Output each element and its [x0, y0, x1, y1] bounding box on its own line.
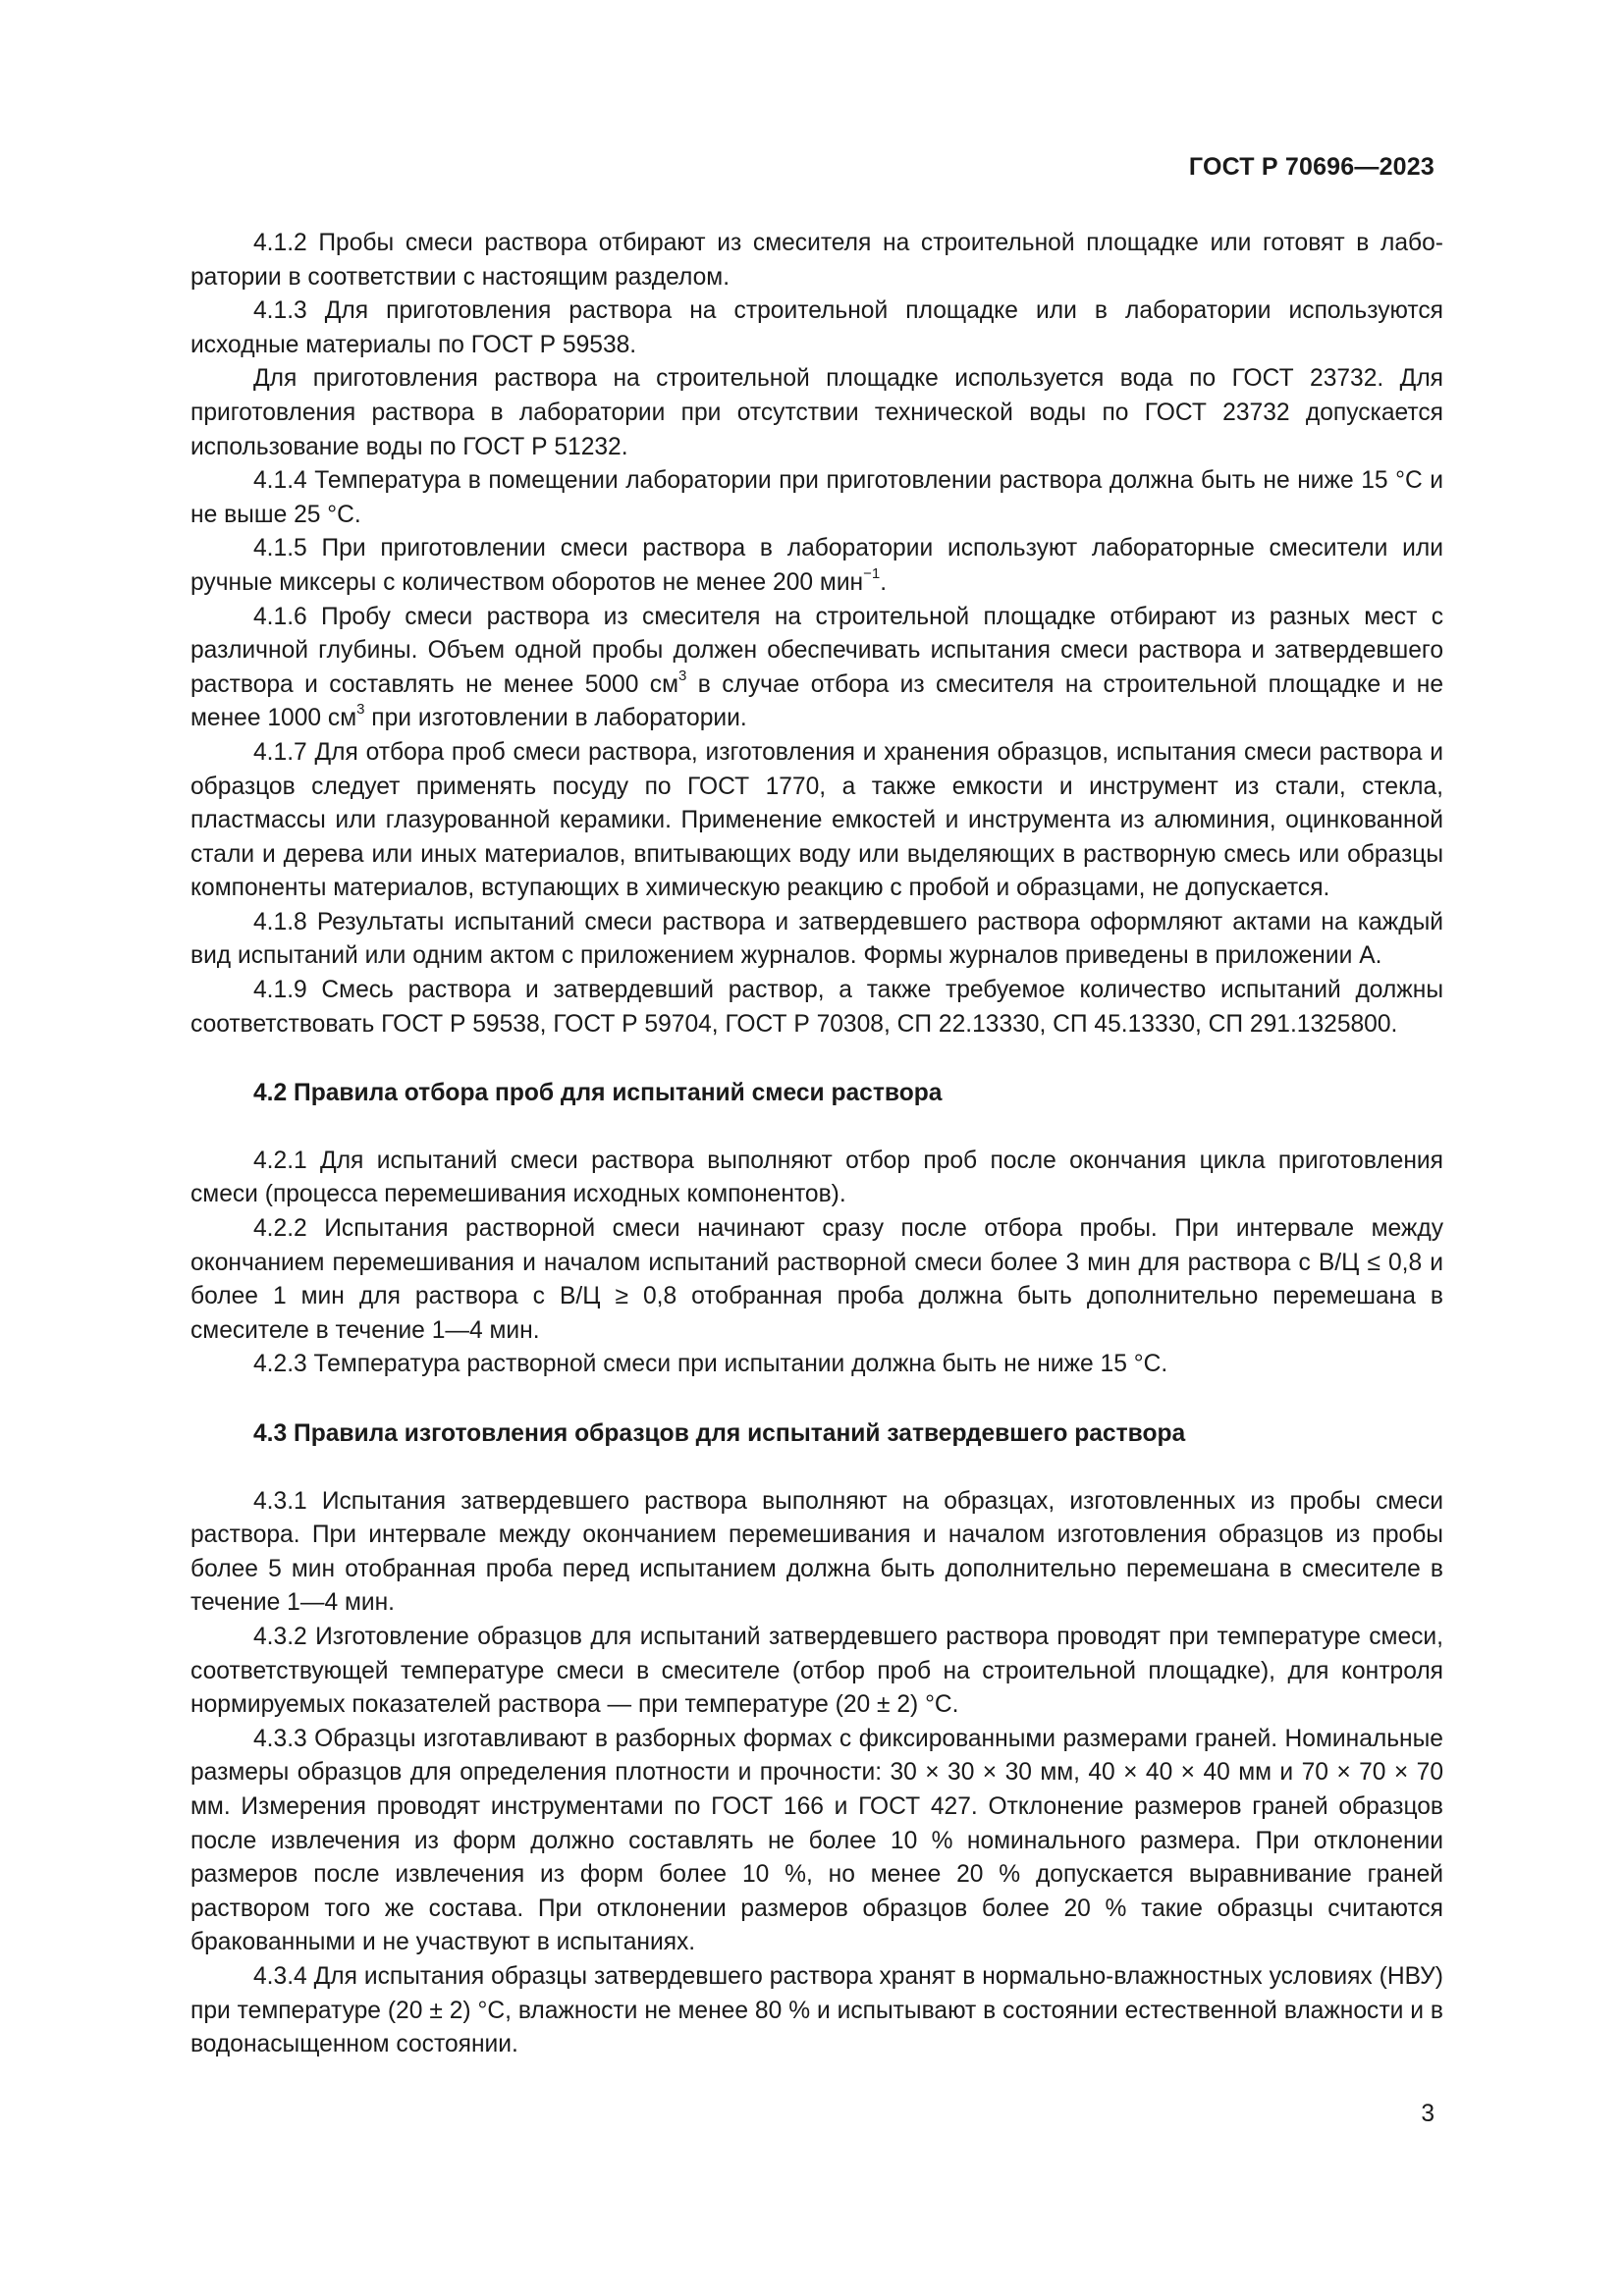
superscript-cubed-2: 3	[356, 701, 365, 719]
page-number: 3	[1421, 2101, 1435, 2127]
section-heading-4-3: 4.3 Правила изготовления образцов для испытаний затвердевшего раствора	[253, 1420, 1186, 1447]
paragraph-4-1-2: 4.1.2 Пробы смеси раствора отбирают из смесителя на строительной площадке или готовят в лаборатории в соответствии с настоящим разделом.	[190, 230, 1443, 291]
document-body	[190, 227, 1443, 2062]
paragraph-4-1-3-water: Для приготовления раствора на строительной площадке используется вода по ГОСТ 23732. Для приготовления раствора в лаборатории при отсутствии технической воды по ГОСТ 23732 допускается использование воды по ГОСТ Р 51232.	[190, 365, 1443, 460]
paragraph-4-2-1: 4.2.1 Для испытаний смеси раствора выполняют отбор проб после окончания цикла приготовления смеси (процесса перемешивания исходных компонентов).	[190, 1147, 1443, 1208]
paragraph-4-1-9: 4.1.9 Смесь раствора и затвердевший раствор, а также требуемое количество испытаний должны соответствовать ГОСТ Р 59538, ГОСТ Р 59704, ГОСТ Р 70308, СП 22.13330, СП 45.13330, СП 291.1325800.	[190, 977, 1443, 1038]
superscript-minus-one: −1	[863, 564, 881, 582]
section-heading-4-2: 4.2 Правила отбора проб для испытаний смеси раствора	[253, 1080, 943, 1107]
paragraph-4-1-6-part-b: в случае отбора из смесителя на строительной площадке и не менее 1000 см	[190, 670, 1443, 732]
paragraph-4-1-6-part-a: 4.1.6 Пробу смеси раствора из смесителя на строительной площадке отбирают из разных мест с различной глубины. Объем одной пробы должен обеспечивать испытания смеси раствора и затвердевшего раствора и составлять не менее 5000 см	[190, 603, 1443, 698]
paragraph-4-1-6-part-c: при изготовлении в лаборатории.	[364, 705, 747, 732]
paragraph-4-3-1: 4.3.1 Испытания затвердевшего раствора выполняют на образцах, изготовленных из пробы смеси раствора. При интервале между окончанием перемешивания и началом изготовления образцов из пробы более 5 мин отобранная проба перед испытанием должна быть дополнительно перемешана в смесителе в течение 1—4 мин.	[190, 1487, 1443, 1617]
paragraph-4-1-7: 4.1.7 Для отбора проб смеси раствора, изготовления и хранения образцов, испытания смеси раствора и образцов следует применять посуду по ГОСТ 1770, а также емкости и инструмент из стали, стекла, пластмассы или глазурованной керамики. Применение емкостей и инструмента из алюминия, оцинкованной стали и дерева или иных материалов, впитывающих воду или выделяющих в растворную смесь или образцы компоненты материалов, вступающих в химическую реакцию с пробой и образцами, не допускается.	[190, 738, 1443, 902]
paragraph-4-3-4: 4.3.4 Для испытания образцы затвердевшего раствора хранят в нормально-влажностных условиях (НВУ) при температуре (20 ± 2) °С, влажности не менее 80 % и испытывают в состоянии естественной влажности и в водонасыщенном состоянии.	[190, 1962, 1443, 2058]
paragraph-4-2-3: 4.2.3 Температура растворной смеси при испытании должна быть не ниже 15 °С.	[253, 1351, 1168, 1378]
paragraph-4-2-2: 4.2.2 Испытания растворной смеси начинают сразу после отбора пробы. При интервале между окончанием перемешивания и началом испытаний растворной смеси более 3 мин для раствора с В/Ц ≤ 0,8 и более 1 мин для раствора с В/Ц ≥ 0,8 отобранная проба должна быть дополнительно перемешана в смесителе в течение 1—4 мин.	[190, 1215, 1443, 1344]
superscript-cubed-1: 3	[678, 667, 687, 684]
paragraph-4-1-3: 4.1.3 Для приготовления раствора на строительной площадке или в лаборатории используются исходные материалы по ГОСТ Р 59538.	[190, 297, 1443, 358]
paragraph-4-3-3: 4.3.3 Образцы изготавливают в разборных формах с фиксированными размерами граней. Номинальные размеры образцов для определения плотности и прочности: 30 × 30 × 30 мм, 40 × 40 × 40 мм и 70 × 70 × 70 мм. Измерения проводят инструментами по ГОСТ 166 и ГОСТ 427. Отклонение размеров граней образцов после извлечения из форм должно составлять не более 10 % номинального размера. При отклонении размеров после извлечения из форм более 10 %, но менее 20 % допускается выравнивание граней раствором того же состава. При отклонении размеров образцов более 20 % такие образцы считаются бракованными и не участвуют в испытаниях.	[190, 1725, 1443, 1956]
paragraph-4-1-5	[190, 532, 1443, 600]
paragraph-4-3-2: 4.3.2 Изготовление образцов для испытаний затвердевшего раствора проводят при температуре смеси, соответствующей температуре смеси в смесителе (отбор проб на строительной площадке), для контроля нормируемых показателей раствора — при температуре (20 ± 2) °С.	[190, 1623, 1443, 1719]
paragraph-4-1-6	[190, 601, 1443, 736]
paragraph-4-1-5-text: 4.1.5 При приготовлении смеси раствора в лаборатории используют лабораторные смесители или ручные миксеры с количеством оборотов не менее 200 мин	[190, 535, 1443, 596]
paragraph-4-1-4: 4.1.4 Температура в помещении лаборатории при приготовлении раствора должна быть не ниже 15 °С и не выше 25 °С.	[190, 467, 1443, 528]
paragraph-4-1-8: 4.1.8 Результаты испытаний смеси раствора и затвердевшего раствора оформляют актами на каждый вид испытаний или одним актом с приложением журналов. Формы журналов приведены в приложении А.	[190, 908, 1443, 970]
paragraph-4-1-5-end: .	[880, 568, 888, 596]
document-code-header: ГОСТ Р 70696—2023	[1188, 153, 1435, 181]
